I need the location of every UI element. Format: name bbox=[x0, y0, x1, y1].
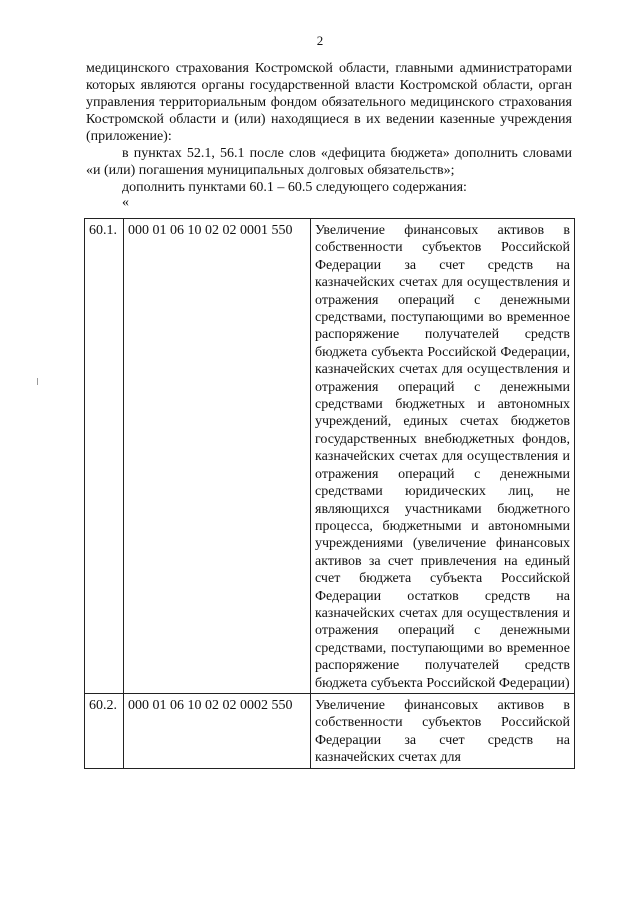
supplement-paragraph: дополнить пунктами 60.1 – 60.5 следующего содержания: bbox=[122, 180, 467, 195]
classification-code-cell: 000 01 06 10 02 02 0002 550 bbox=[124, 693, 311, 768]
table-row bbox=[85, 219, 575, 694]
row-number-cell: 60.1. bbox=[85, 219, 124, 694]
page-number: 2 bbox=[316, 33, 324, 48]
description-cell: Увеличение финансовых активов в собственности субъектов Российской Федерации за счет средств на казначейских счетах для осуществления и отражения операций с денежными средствами, поступающими во временное распоряжение получателей средств бюджета субъекта Российской Федерации, казначейских счетах для осуществления и отражения операций с денежными средствами бюджетных и автономных учреждений, единых счетах бюджетов государственных внебюджетных фондов, казначейских счетах для осуществления и отражения операций с денежными средствами юридических лиц, не являющихся участниками бюджетного процесса, бюджетными и автономными учреждениями (увеличение финансовых активов за счет привлечения на единый счет бюджета субъекта Российской Федерации остатков средств на казначейских счетах для осуществления и отражения операций с денежными средствами, поступающими во временное распоряжение получателей средств бюджета субъекта Российской Федерации) bbox=[311, 219, 575, 694]
scan-artifact bbox=[37, 378, 38, 385]
opening-quote: « bbox=[122, 195, 129, 210]
table-row bbox=[85, 693, 575, 768]
amendment-paragraph: в пунктах 52.1, 56.1 после слов «дефицита бюджета» дополнить словами «и (или) погашения муниципальных долговых обязательств»; bbox=[86, 146, 572, 178]
budget-codes-table bbox=[84, 218, 575, 769]
description-cell: Увеличение финансовых активов в собственности субъектов Российской Федерации за счет средств на казначейских счетах для bbox=[311, 693, 575, 768]
intro-paragraph: медицинского страхования Костромской области, главными администраторами которых являются органы государственной власти Костромской области, орган управления территориальным фондом обязательного медицинского страхования Костромской области и (или) находящиеся в их ведении казенные учреждения (приложение): bbox=[86, 61, 572, 144]
classification-code-cell: 000 01 06 10 02 02 0001 550 bbox=[124, 219, 311, 694]
document-body bbox=[86, 60, 572, 210]
row-number-cell: 60.2. bbox=[85, 693, 124, 768]
